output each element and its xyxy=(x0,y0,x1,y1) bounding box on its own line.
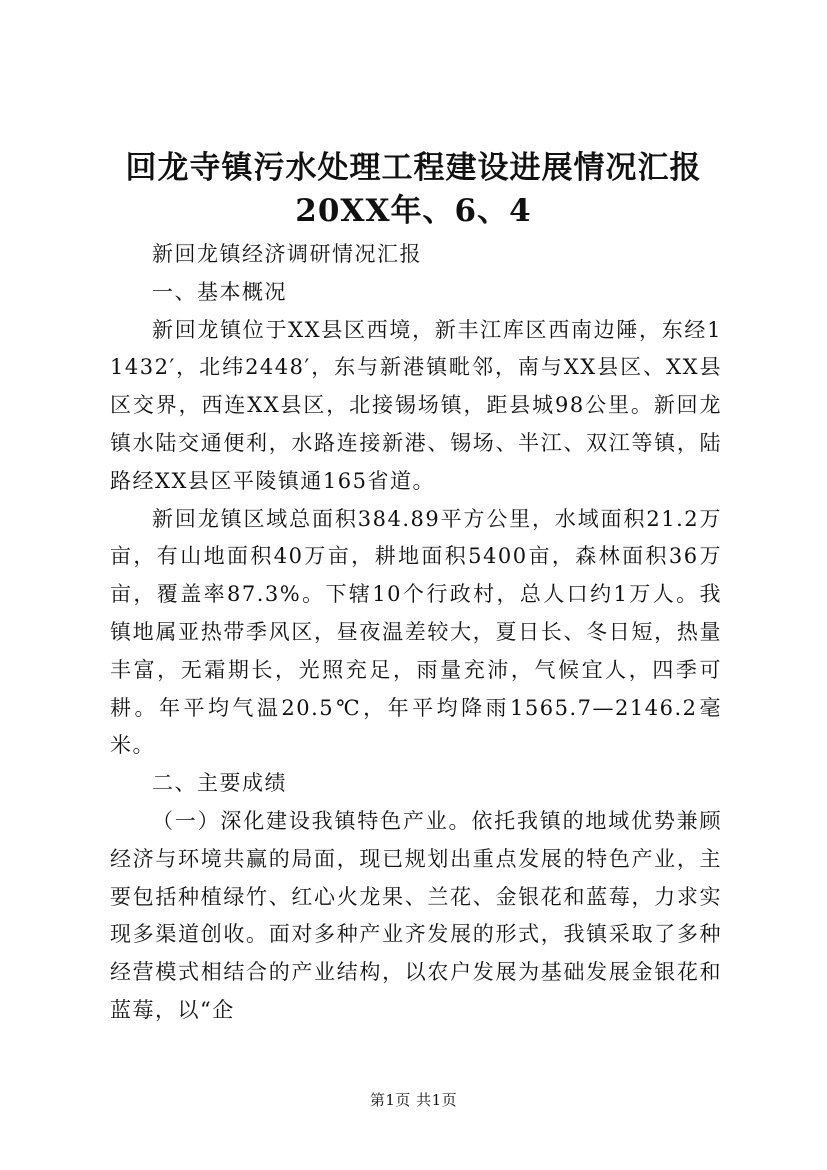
page-footer: 第1页 共1页 xyxy=(369,1091,458,1109)
paragraph-location: 新回龙镇位于XX县区西境，新丰江库区西南边陲，东经11432′，北纬2448′，东与新港镇毗邻，南与XX县区、XX县区交界，西连XX县区，北接锡场镇，距县城98公里。新回龙镇水陆交通便利，水路连接新港、锡场、半江、双江等镇，陆路经XX县区平陵镇通165省道。 xyxy=(110,317,722,493)
section-heading-achievements: 二、主要成绩 xyxy=(152,771,287,796)
document-title: 回龙寺镇污水处理工程建设进展情况汇报 xyxy=(125,150,702,186)
document-body xyxy=(110,236,722,1030)
paragraph-industry: （一）深化建设我镇特色产业。依托我镇的地域优势兼顾经济与环境共赢的局面，现已规划出重点发展的特色产业，主要包括种植绿竹、红心火龙果、兰花、金银花和蓝莓，力求实现多渠道创收。面对多种产业齐发展的形式，我镇采取了多种经营模式相结合的产业结构，以农户发展为基础发展金银花和蓝莓，以“企 xyxy=(110,808,722,1022)
section-heading-overview: 一、基本概况 xyxy=(152,279,287,304)
paragraph-report-title: 新回龙镇经济调研情况汇报 xyxy=(152,242,422,266)
paragraph-area-climate: 新回龙镇区域总面积384.89平方公里，水域面积21.2万亩，有山地面积40万亩，耕地面积5400亩，森林面积36万亩，覆盖率87.3%。下辖10个行政村，总人口约1万人。我镇地属亚热带季风区，昼夜温差较大，夏日长、冬日短，热量丰富，无霜期长，光照充足，雨量充沛，气候宜人，四季可耕。年平均气温20.5℃，年平均降雨1565.7—2146.2毫米。 xyxy=(110,506,722,758)
document-date: 20XX年、6、4 xyxy=(295,193,532,229)
